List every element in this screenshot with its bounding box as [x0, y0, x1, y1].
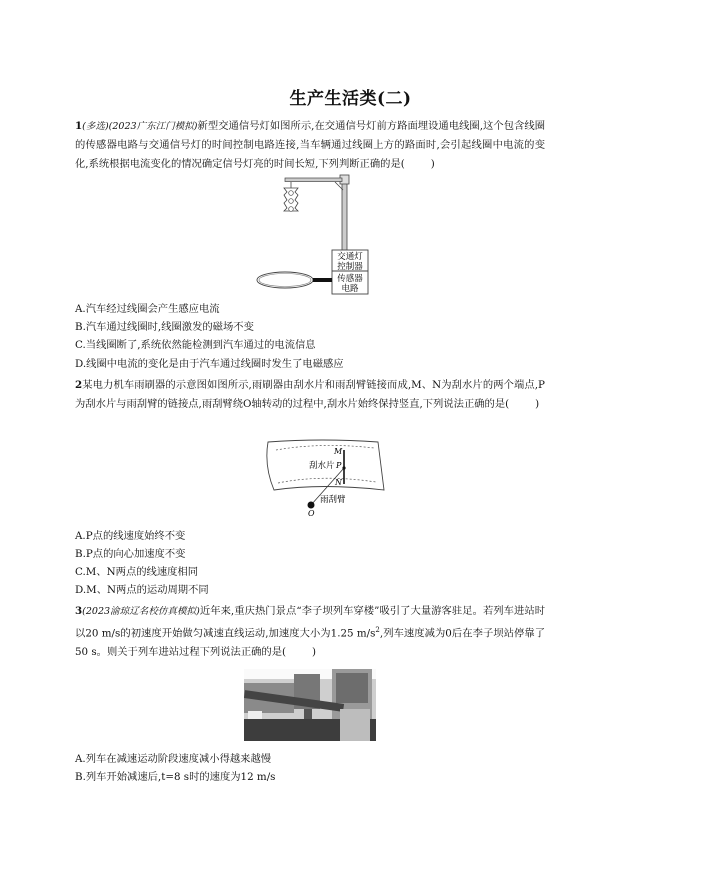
question-1-option-a: A.汽车经过线圈会产生感应电流	[75, 303, 220, 315]
question-source: (2023渝琼辽名校仿真模拟)	[82, 606, 200, 617]
question-number: 2	[75, 379, 83, 391]
traffic-light-figure	[255, 172, 370, 297]
wiper-figure	[262, 438, 392, 518]
question-1-option-b: B.汽车通过线圈时,线圈激发的磁场不变	[75, 321, 254, 333]
svg-text:M: M	[334, 447, 343, 456]
svg-text:N: N	[335, 478, 342, 487]
monorail-building-photo	[244, 669, 376, 741]
question-1-option-d: D.线圈中电流的变化是由于汽车通过线圈时发生了电磁感应	[75, 358, 344, 370]
question-2-option-c: C.M、N两点的线速度相同	[75, 566, 199, 578]
question-2-option-d: D.M、N两点的运动周期不同	[75, 584, 209, 596]
svg-text:刮水片: 刮水片	[309, 461, 335, 471]
question-number: 3	[75, 605, 83, 617]
question-3-option-b: B.列车开始减速后,t=8 s时的速度为12 m/s	[75, 771, 276, 783]
svg-text:传感器: 传感器	[337, 274, 363, 284]
page-title: 生产生活类(二)	[289, 89, 412, 109]
question-2-option-a: A.P点的线速度始终不变	[75, 530, 186, 542]
question-text: 某电力机车雨刷器的示意图如图所示,雨刷器由刮水片和雨刮臂链接而成,M、N为刮水片的两个端点,P为刮水片与雨刮臂的链接点,雨刮臂绕O轴转动的过程中,刮水片始终保持竖直,下列说法正确的是(	[75, 379, 545, 410]
question-2-option-b: B.P点的向心加速度不变	[75, 548, 186, 560]
svg-text:O: O	[308, 509, 315, 518]
svg-text:电路: 电路	[341, 284, 359, 294]
question-3-stem: 3(2023渝琼辽名校仿真模拟)近年来,重庆热门景点“李子坝列车穿楼”吸引了大量游客驻足。若列车进站时以20 m/s的初速度开始做匀减速直线运动,加速度大小为1.25 $m/s^2$,列车速度减为0后在李子坝站停靠了50 s。则关于列车进站过程下列说法正确的是( )	[75, 605, 545, 659]
question-source: (多选)(2023广东江门模拟)	[82, 121, 198, 132]
svg-text:P: P	[336, 461, 342, 470]
question-1-option-c: C.当线圈断了,系统依然能检测到汽车通过的电流信息	[75, 339, 316, 351]
svg-text:控制器: 控制器	[337, 262, 363, 272]
question-3-option-a: A.列车在减速运动阶段速度减小得越来越慢	[75, 753, 272, 765]
question-text: 新型交通信号灯如图所示,在交通信号灯前方路面埋设通电线圈,这个包含线圈的传感器电路与交通信号灯的时间控制电路连接,当车辆通过线圈上方的路面时,会引起线圈中电流的变化,系统根据电流变化的情况确定信号灯亮的时间长短,下列判断正确的是(	[75, 120, 545, 170]
svg-text:雨刮臂: 雨刮臂	[320, 495, 346, 505]
question-2-stem: 2某电力机车雨刷器的示意图如图所示,雨刷器由刮水片和雨刮臂链接而成,M、N为刮水片的两个端点,P为刮水片与雨刮臂的链接点,雨刮臂绕O轴转动的过程中,刮水片始终保持竖直,下列说法正确的是( )	[75, 379, 545, 410]
question-1-stem: 1(多选)(2023广东江门模拟)新型交通信号灯如图所示,在交通信号灯前方路面埋设通电线圈,这个包含线圈的传感器电路与交通信号灯的时间控制电路连接,当车辆通过线圈上方的路面时,会引起线圈中电流的变化,系统根据电流变化的情况确定信号灯亮的时间长短,下列判断正确的是( )	[75, 120, 545, 170]
svg-text:交通灯: 交通灯	[337, 252, 363, 262]
question-number: 1	[75, 120, 83, 132]
question-text: 近年来,重庆热门景点“李子坝列车穿楼”吸引了大量游客驻足。若列车进站时以20 m/s的初速度开始做匀减速直线运动,加速度大小为1.25 m/s	[75, 605, 545, 640]
